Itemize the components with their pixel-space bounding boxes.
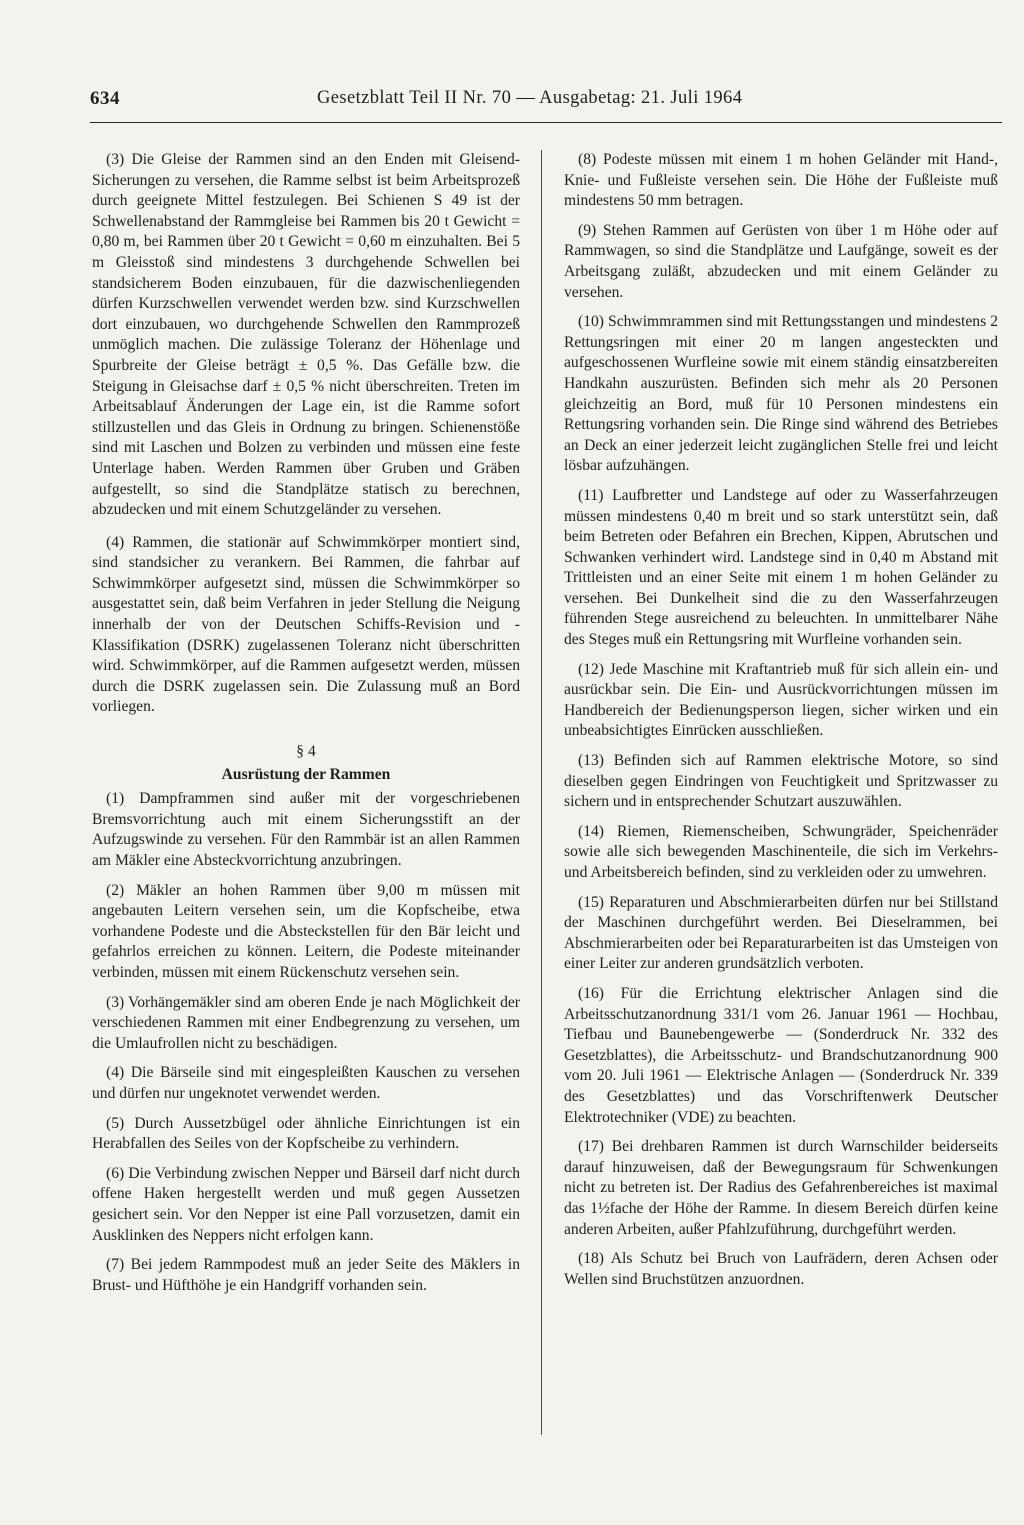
- paragraph-12-maschine: (12) Jede Maschine mit Kraftantrieb muß für sich allein ein- und ausrückbar sein. Die Ein- und Ausrückvorrichtungen müssen im Handbereich der Bedienungsperson liegen, sicher wirken und ein unbeabsichtigtes Einrücken ausschließen.: [564, 660, 998, 740]
- page-number: 634: [90, 88, 120, 109]
- running-title: Gesetzblatt Teil II Nr. 70 — Ausgabetag: 21. Juli 1964: [317, 88, 743, 108]
- paragraph-3-gleise: (3) Die Gleise der Rammen sind an den Enden mit Gleisend-Sicherungen zu versehen, die Ramme selbst ist beim Arbeitsprozeß durch geeignete Mittel festzulegen. Bei Schienen S 49 ist der Schwellenabstand der Rammgleise bei Rammen bis 20 t Gewicht = 0,80 m, bei Rammen über 20 t Gewicht = 0,60 m einzuhalten. Bei 5 m Gleisstoß sind mindestens 3 durchgehende Schwellen bei standsicherem Boden einzubauen, für die dazwischenliegenden dürfen Kurzschwellen verwendet werden bzw. sind Kurzschwellen dort einzubauen, wo durchgehende Schwellen den Rammprozeß unmöglich machen. Die zulässige Toleranz der Höhenlage und Spurbreite der Gleise beträgt ± 0,5 %. Das Gefälle bzw. die Steigung in Gleisachse darf ± 0,5 % nicht überschreiten. Treten im Arbeitsablauf Änderungen der Lage ein, ist die Ramme sofort stillzustellen und das Gleis in Ordnung zu bringen. Schienenstöße sind mit Laschen und Bolzen zu verbinden und müssen eine feste Unterlage haben. Werden Rammen über Gruben und Gräben aufgestellt, so sind die Standplätze statisch zu berechnen, abzudecken und mit einem Schutzgeländer zu versehen.: [92, 151, 520, 519]
- paragraph-16-elektrische-anlagen: (16) Für die Errichtung elektrischer Anlagen sind die Arbeitsschutzanordnung 331/1 vom 26. Januar 1961 — Hochbau, Tiefbau und Baunebengewerbe — (Sonderdruck Nr. 332 des Gesetzblattes), die Arbeitsschutz- und Brandschutzanordnung 900 vom 20. Juli 1961 — Elektrische Anlagen — (Sonderdruck Nr. 339 des Gesetzblattes) und das Vorschriftenwerk Deutscher Elektrotechniker (VDE) zu beachten.: [564, 984, 998, 1126]
- paragraph-15-reparaturen: (15) Reparaturen und Abschmierarbeiten dürfen nur bei Stillstand der Maschinen durchgeführt werden. Bei Dieselrammen, bei Abschmierarbeiten oder bei Reparaturarbeiten ist das Umsteigen von einer Leiter zur anderen grundsätzlich verboten.: [564, 893, 998, 973]
- paragraph-8-podeste: (8) Podeste müssen mit einem 1 m hohen Geländer mit Hand-, Knie- und Fußleiste versehen sein. Die Höhe der Fußleiste muß mindestens 50 mm betragen.: [564, 151, 998, 210]
- paragraph-2-maekler: (2) Mäkler an hohen Rammen über 9,00 m müssen mit angebauten Leitern versehen sein, um die Kopfscheibe, etwa vorhandene Podeste und die Absteckstellen für den Bär leicht und gefahrlos erreichen zu können. Leitern, die Podeste miteinander verbinden, müssen mit einem Rückenschutz versehen sein.: [92, 881, 520, 981]
- section-title: Ausrüstung der Rammen: [221, 765, 391, 783]
- section-number: § 4: [296, 743, 316, 761]
- right-column: [564, 150, 998, 1299]
- paragraph-4-schwimmkoerper: (4) Rammen, die stationär auf Schwimmkörper montiert sind, sind standsicher zu verankern. Bei Rammen, die fahrbar auf Schwimmkörper aufgesetzt sind, müssen die Schwimmkörper so ausgestattet sein, daß beim Verfahren in jeder Stellung die Neigung innerhalb der von der Deutschen Schiffs-Revision und -Klassifikation (DSRK) zugelassenen Toleranz nicht überschritten wird. Schwimmkörper, auf die Rammen aufgesetzt werden, müssen durch die DSRK zugelassen sein. Die Zulassung muß an Bord vorliegen.: [92, 533, 520, 716]
- paragraph-14-riemen: (14) Riemen, Riemenscheiben, Schwungräder, Speichenräder sowie alle sich bewegenden Maschinenteile, die sich im Verkehrs- und Arbeitsbereich befinden, sind zu verkleiden oder zu umwehren.: [564, 822, 998, 881]
- paragraph-6-nepper: (6) Die Verbindung zwischen Nepper und Bärseil darf nicht durch offene Haken hergestellt werden und muß gegen Aussetzen gesichert sein. Vor den Nepper ist eine Pall vorzusetzen, damit ein Ausklinken des Neppers nicht erfolgen kann.: [92, 1164, 520, 1244]
- paragraph-3-vorhaengemaekler: (3) Vorhängemäkler sind am oberen Ende je nach Möglichkeit der verschiedenen Rammen mit einer Endbegrenzung zu versehen, um die Umlaufrollen nicht zu beschädigen.: [92, 993, 520, 1052]
- paragraph-1-dampframmen: (1) Dampframmen sind außer mit der vorgeschriebenen Bremsvorrichtung auch mit einem Sicherungsstift an der Aufzugswinde zu versehen. Für den Rammbär ist an allen Rammen am Mäkler eine Absteckvorrichtung anzubringen.: [92, 790, 520, 869]
- paragraph-17-drehbare-rammen: (17) Bei drehbaren Rammen ist durch Warnschilder beiderseits darauf hinzuweisen, daß der Bewegungsraum für Schwenkungen nicht zu betreten ist. Der Radius des Gefahrenbereiches ist maximal das 1½fache der Höhe der Ramme. In diesem Bereich dürfen keine anderen Arbeiten, außer Pfahlzuführung, durchgeführt werden.: [564, 1138, 998, 1238]
- paragraph-18-bruchstuetzen: (18) Als Schutz bei Bruch von Laufrädern, deren Achsen oder Wellen sind Bruchstützen anzuordnen.: [564, 1250, 998, 1288]
- paragraph-10-schwimmrammen: (10) Schwimmrammen sind mit Rettungsstangen und mindestens 2 Rettungsringen mit einer 20 m langen angesteckten und aufgeschossenen Wurfleine sowie mit einem ständig einsatzbereiten Handkahn auszurüsten. Befinden sich mehr als 20 Personen gleichzeitig an Bord, muß für 10 Personen mindestens ein Rettungsring vorhanden sein. Die Ringe sind während des Betriebes an Deck an einer jederzeit leicht zugänglichen Stelle frei und leicht lösbar aufzuhängen.: [564, 313, 998, 475]
- paragraph-9-gerueste: (9) Stehen Rammen auf Gerüsten von über 1 m Höhe oder auf Rammwagen, so sind die Standplätze und Laufgänge, soweit es der Arbeitsgang zuläßt, abzudecken und mit einem Geländer zu versehen.: [564, 221, 998, 301]
- paragraph-7-rammpodest: (7) Bei jedem Rammpodest muß an jeder Seite des Mäklers in Brust- und Hüfthöhe je ein Handgriff vorhanden sein.: [92, 1256, 520, 1294]
- paragraph-5-aussetzbuegel: (5) Durch Aussetzbügel oder ähnliche Einrichtungen ist ein Herabfallen des Seiles von der Kopfscheibe zu verhindern.: [92, 1114, 520, 1153]
- left-column: [92, 150, 520, 1305]
- paragraph-13-motore: (13) Befinden sich auf Rammen elektrische Motore, so sind dieselben gegen Eindringen von Feuchtigkeit und Spritzwasser zu sichern und in entsprechender Schutzart auszuwählen.: [564, 752, 998, 811]
- paragraph-11-laufbretter: (11) Laufbretter und Landstege auf oder zu Wasserfahrzeugen müssen mindestens 0,40 m breit und so stark unterstützt sein, daß beim Betreten oder Befahren ein Brechen, Kippen, Abrutschen und Schwanken verhindert wird. Landstege sind in 0,40 m Abstand mit Trittleisten und an einer Seite mit einem 1 m hohen Geländer zu versehen. Bei Dunkelheit sind die zu den Wasserfahrzeugen führenden Stege ausreichend zu beleuchten. In unmittelbarer Nähe des Steges muß ein Rettungsring mit Wurfleine vorhanden sein.: [564, 486, 998, 649]
- page-header: [90, 88, 1002, 123]
- paragraph-4-baerseile: (4) Die Bärseile sind mit eingespleißten Kauschen zu versehen und dürfen nur ungeknotet verwendet werden.: [92, 1064, 520, 1102]
- column-divider: [541, 150, 542, 1435]
